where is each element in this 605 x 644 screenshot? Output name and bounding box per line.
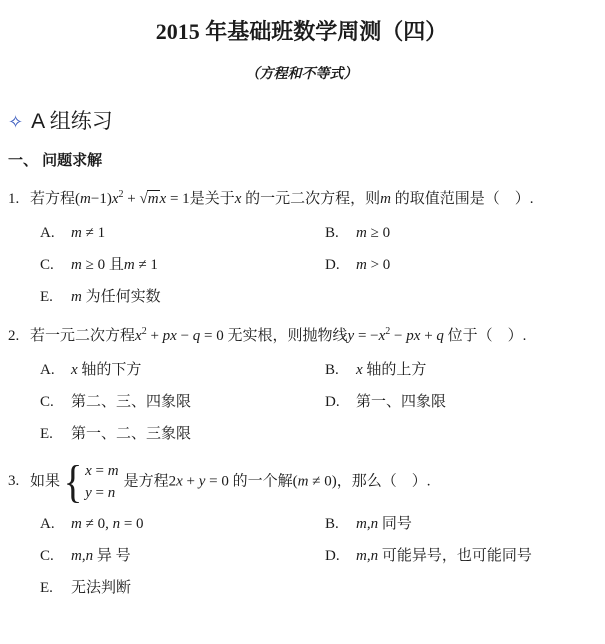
math-run: m [71,257,82,273]
math-run: = − [354,328,379,344]
math-run: = 0 [120,515,144,532]
questions-list [8,186,595,599]
section-heading-label: A 组练习 [31,110,113,133]
math-run: q [436,328,444,344]
math-run: m [71,289,82,305]
math-run: m [297,473,309,490]
math-run: x [234,191,242,207]
text-run: 可能异号，也可能同号 [378,547,532,564]
option-text [71,223,105,244]
math-run: ≠ 1 [134,257,158,273]
option-text [356,255,390,276]
page-subtitle: （方程和不等式） [245,67,358,82]
math-run: ≠ 1 [81,225,106,241]
option-item [40,578,325,599]
option-label: A. [40,362,55,378]
option-text [356,392,446,413]
text-run: 第一、四象限 [356,394,447,410]
option-label: B. [325,225,339,241]
math-run: = [91,484,108,501]
math-run: px [406,328,421,344]
text-run: 若一元二次方程 [30,328,136,344]
math-run: ( [75,191,81,207]
question-stem [8,186,595,213]
option-item [325,392,595,413]
math-run: −1) [90,191,112,207]
option-label: A. [40,225,55,241]
math-run: m [71,225,82,241]
options-grid [40,514,595,599]
option-item [40,360,325,381]
section-heading-a [8,109,595,135]
math-run: x [111,191,119,207]
option-item [40,255,325,276]
option-label: A. [40,515,55,532]
option-label: E. [40,289,53,305]
question-number: 3. [8,473,20,490]
text-run: ，那么（ ）. [336,473,431,490]
radicand: m [147,191,159,207]
four-pointed-star-icon: ✧ [8,112,24,132]
option-item [325,514,595,535]
text-run: 为任何实数 [81,289,161,305]
math-run: m [107,462,119,479]
text-run: 第一、二、三象限 [71,426,192,442]
math-run: y [85,484,92,501]
option-text [71,360,141,381]
question-item [8,186,595,308]
option-text [71,578,131,599]
superscript: 2 [118,189,124,200]
text-run: 是关于 [189,191,235,207]
text-run: 的一个解 [228,473,293,490]
subsection-heading: 一、 问题求解 [8,152,103,169]
math-run: m [71,547,82,564]
text-run: 无法判断 [71,579,132,596]
option-label: B. [325,515,339,532]
option-text [356,514,412,535]
math-run: px [162,328,177,344]
question-number: 1. [8,191,20,207]
text-run: 的一元二次方程，则 [241,191,381,207]
text-run: 异 号 [93,547,131,564]
math-run: + [146,328,163,344]
math-run: = 0 [200,328,224,344]
text-run: 第二、三、四象限 [71,394,192,410]
option-text [356,360,426,381]
equation-system [62,456,119,507]
math-run: x [378,328,386,344]
option-label: B. [325,362,339,378]
option-label: D. [325,257,340,273]
math-run: x [85,462,92,479]
text-run: 且 [108,257,124,273]
math-run: = 0 [205,473,229,490]
text-run: 同号 [378,515,412,532]
text-run: 轴的上方 [362,362,427,378]
math-run: − [176,328,193,344]
option-label: C. [40,257,54,273]
option-item [325,255,595,276]
question-number: 2. [8,328,20,344]
math-run: m [356,225,367,241]
option-label: D. [325,394,340,410]
math-run: , [81,547,86,564]
text-run: 的取值范围是（ ）. [390,191,534,207]
math-run: m [71,515,82,532]
option-item [40,514,325,535]
question-stem [8,456,595,507]
option-item [325,546,595,567]
math-run: + [182,473,199,490]
math-run: m [356,257,367,273]
math-run: ( [292,473,298,490]
math-run: m [80,191,91,207]
math-run: ≥ 0 [81,257,109,273]
math-run: = 1 [166,191,190,207]
system-rows [84,462,118,502]
text-run: 轴的下方 [77,362,142,378]
text-run: 如果 [30,473,61,490]
text-run: 无实根，则抛物线 [223,328,348,344]
option-label: E. [40,579,53,596]
option-label: D. [325,547,340,564]
math-run: x [71,362,78,378]
sqrt-radical [139,191,159,207]
math-run: n [107,484,116,501]
page-title: 2015 年基础班数学周测（四） [155,19,448,44]
superscript: 2 [141,326,147,337]
question-stem [8,323,595,350]
options-grid [40,360,595,445]
math-run: = [91,462,108,479]
left-brace-glyph: { [63,456,83,507]
math-run: x [135,328,142,344]
system-row [85,484,118,502]
math-run: + [420,328,437,344]
math-run: m [356,547,367,564]
option-text [356,546,532,567]
option-text [71,514,144,535]
math-run: m [380,191,391,207]
text-run: 是方程 [123,473,169,490]
option-text [71,255,158,276]
math-run: ≥ 0 [366,225,391,241]
question-item [8,456,595,599]
math-run: , [366,515,371,532]
superscript: 2 [385,326,391,337]
option-text [71,287,161,308]
system-row [85,462,118,480]
radical-sign-glyph: √ [139,191,148,207]
option-label: C. [40,547,54,564]
math-run: ≠ 0) [308,473,337,490]
math-run: n [85,547,94,564]
option-text [71,424,191,445]
math-run: m [356,515,367,532]
option-text [71,546,131,567]
math-run: m [123,257,135,273]
text-run: 位于（ ）. [443,328,527,344]
math-run: x [356,362,363,378]
math-run: n [112,515,121,532]
option-item [40,424,325,445]
option-item [325,223,595,244]
math-run: x [176,473,183,490]
math-run: y [198,473,206,490]
option-item [40,546,325,567]
math-run: + [123,191,140,207]
math-run: > 0 [366,257,391,273]
math-run: x [159,191,167,207]
option-item [40,223,325,244]
math-run: , [366,547,371,564]
option-item [325,360,595,381]
option-label: E. [40,426,53,442]
options-grid [40,223,595,308]
math-run: 2 [168,473,177,490]
question-item [8,323,595,445]
option-label: C. [40,394,54,410]
option-item [40,392,325,413]
option-text [356,223,390,244]
math-run: ≠ 0, [81,515,113,532]
option-text [71,392,191,413]
option-item [40,287,325,308]
text-run: 若方程 [30,191,76,207]
math-run: y [347,328,355,344]
math-run: n [370,515,379,532]
math-run: − [390,328,407,344]
math-run: n [370,547,379,564]
math-run: q [192,328,201,344]
